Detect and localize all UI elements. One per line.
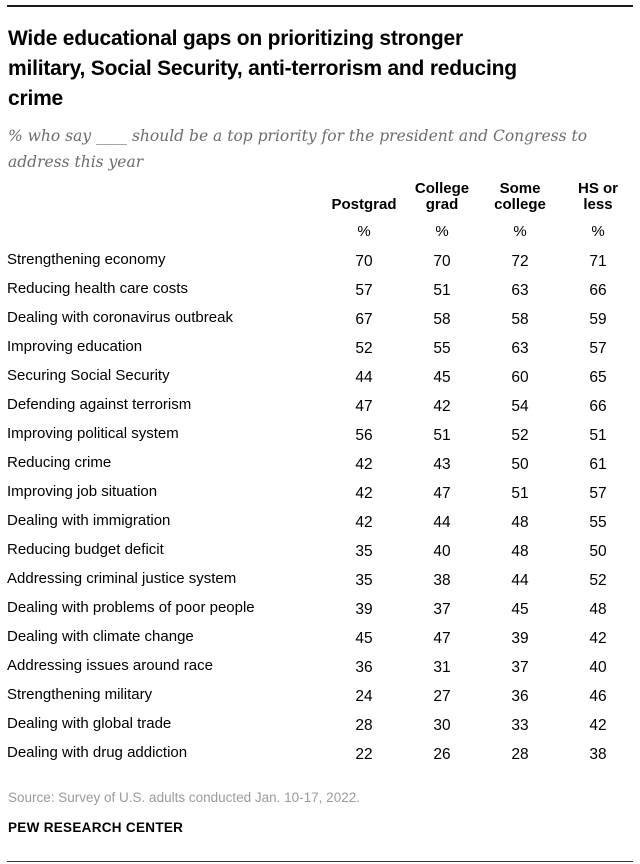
subtitle-line: address this year [8,153,144,171]
table-body [7,247,637,769]
bottom-rule [7,861,633,862]
table-row [7,479,637,508]
cell-value: 72 [511,252,529,270]
column-header: College grad [414,180,470,213]
cell-value: 54 [511,397,529,415]
cell-value: 51 [589,426,607,444]
unit-row [7,213,637,247]
table-row [7,711,637,740]
column-header: HS or less [577,180,618,213]
table-row [7,363,637,392]
cell-value: 46 [589,687,607,705]
cell-value: 39 [511,629,529,647]
table-row [7,537,637,566]
title-line: military, Social Security, anti-terrorism and reducing [8,57,517,80]
row-label: Reducing budget deficit [7,541,164,558]
cell-value: 42 [355,513,373,531]
cell-value: 38 [433,571,451,589]
cell-value: 67 [355,310,373,328]
cell-value: 47 [433,484,451,502]
cell-value: 42 [589,629,607,647]
row-label: Dealing with global trade [7,715,172,732]
cell-value: 33 [511,716,529,734]
row-label: Reducing crime [7,454,112,471]
table-row [7,392,637,421]
cell-value: 65 [589,368,607,386]
cell-value: 47 [355,397,373,415]
row-label: Defending against terrorism [7,396,192,413]
table-row [7,595,637,624]
cell-value: 36 [355,658,373,676]
unit-cell: % [435,223,449,240]
brand-footer: PEW RESEARCH CENTER [8,820,184,835]
table-row [7,276,637,305]
unit-cell: % [513,223,527,240]
row-label: Improving education [7,338,143,355]
table-row [7,740,637,769]
table-row [7,624,637,653]
cell-value: 70 [433,252,451,270]
cell-value: 43 [433,455,451,473]
cell-value: 71 [589,252,607,270]
table-header [7,181,637,247]
cell-value: 57 [355,281,373,299]
row-label-header [7,181,325,213]
cell-value: 57 [589,339,607,357]
cell-value: 61 [589,455,607,473]
cell-value: 31 [433,658,451,676]
cell-value: 63 [511,339,529,357]
table-row [7,653,637,682]
cell-value: 30 [433,716,451,734]
table-row [7,247,637,276]
cell-value: 45 [511,600,529,618]
row-label: Dealing with coronavirus outbreak [7,309,233,326]
row-label: Dealing with climate change [7,628,194,645]
row-label: Reducing health care costs [7,280,188,297]
row-label: Strengthening military [7,686,153,703]
cell-value: 22 [355,745,373,763]
column-header-row [7,181,637,213]
row-label: Improving political system [7,425,179,442]
cell-value: 38 [589,745,607,763]
cell-value: 51 [511,484,529,502]
cell-value: 36 [511,687,529,705]
page-subtitle [8,123,633,175]
cell-value: 51 [433,281,451,299]
cell-value: 42 [355,484,373,502]
subtitle-line: % who say ____ should be a top priority for the president and Congress to [8,127,588,145]
cell-value: 70 [355,252,373,270]
column-header: Postgrad [331,196,397,213]
cell-value: 66 [589,281,607,299]
top-rule [7,5,633,7]
cell-value: 48 [589,600,607,618]
row-label: Improving job situation [7,483,158,500]
cell-value: 35 [355,571,373,589]
cell-value: 42 [433,397,451,415]
cell-value: 47 [433,629,451,647]
cell-value: 42 [355,455,373,473]
unit-cell: % [591,223,605,240]
cell-value: 44 [433,513,451,531]
row-label: Addressing criminal justice system [7,570,237,587]
table-row [7,450,637,479]
cell-value: 45 [355,629,373,647]
cell-value: 58 [433,310,451,328]
priorities-table [7,181,637,769]
cell-value: 37 [511,658,529,676]
cell-value: 37 [433,600,451,618]
table-row [7,334,637,363]
table-row [7,508,637,537]
cell-value: 26 [433,745,451,763]
row-label: Dealing with immigration [7,512,171,529]
cell-value: 42 [589,716,607,734]
cell-value: 44 [355,368,373,386]
cell-value: 50 [589,542,607,560]
title-line: crime [8,87,64,110]
cell-value: 50 [511,455,529,473]
table-row [7,421,637,450]
cell-value: 27 [433,687,451,705]
cell-value: 51 [433,426,451,444]
table-row [7,566,637,595]
cell-value: 52 [589,571,607,589]
table-row [7,305,637,334]
cell-value: 63 [511,281,529,299]
cell-value: 57 [589,484,607,502]
cell-value: 52 [511,426,529,444]
cell-value: 59 [589,310,607,328]
cell-value: 44 [511,571,529,589]
cell-value: 56 [355,426,373,444]
cell-value: 55 [589,513,607,531]
source-note: Source: Survey of U.S. adults conducted Jan. 10-17, 2022. [8,790,360,805]
cell-value: 45 [433,368,451,386]
row-label: Securing Social Security [7,367,170,384]
cell-value: 66 [589,397,607,415]
cell-value: 40 [433,542,451,560]
cell-value: 55 [433,339,451,357]
column-header: Some college [494,180,546,213]
cell-value: 28 [355,716,373,734]
row-label: Addressing issues around race [7,657,213,674]
cell-value: 24 [355,687,373,705]
title-line: Wide educational gaps on prioritizing stronger [8,27,463,50]
cell-value: 35 [355,542,373,560]
unit-corner [7,213,325,247]
cell-value: 58 [511,310,529,328]
cell-value: 48 [511,542,529,560]
row-label: Strengthening economy [7,251,166,268]
cell-value: 39 [355,600,373,618]
row-label: Dealing with problems of poor people [7,599,255,616]
page-title [8,24,633,114]
table-row [7,682,637,711]
cell-value: 60 [511,368,529,386]
cell-value: 48 [511,513,529,531]
unit-cell: % [357,223,371,240]
cell-value: 28 [511,745,529,763]
row-label: Dealing with drug addiction [7,744,188,761]
cell-value: 40 [589,658,607,676]
cell-value: 52 [355,339,373,357]
